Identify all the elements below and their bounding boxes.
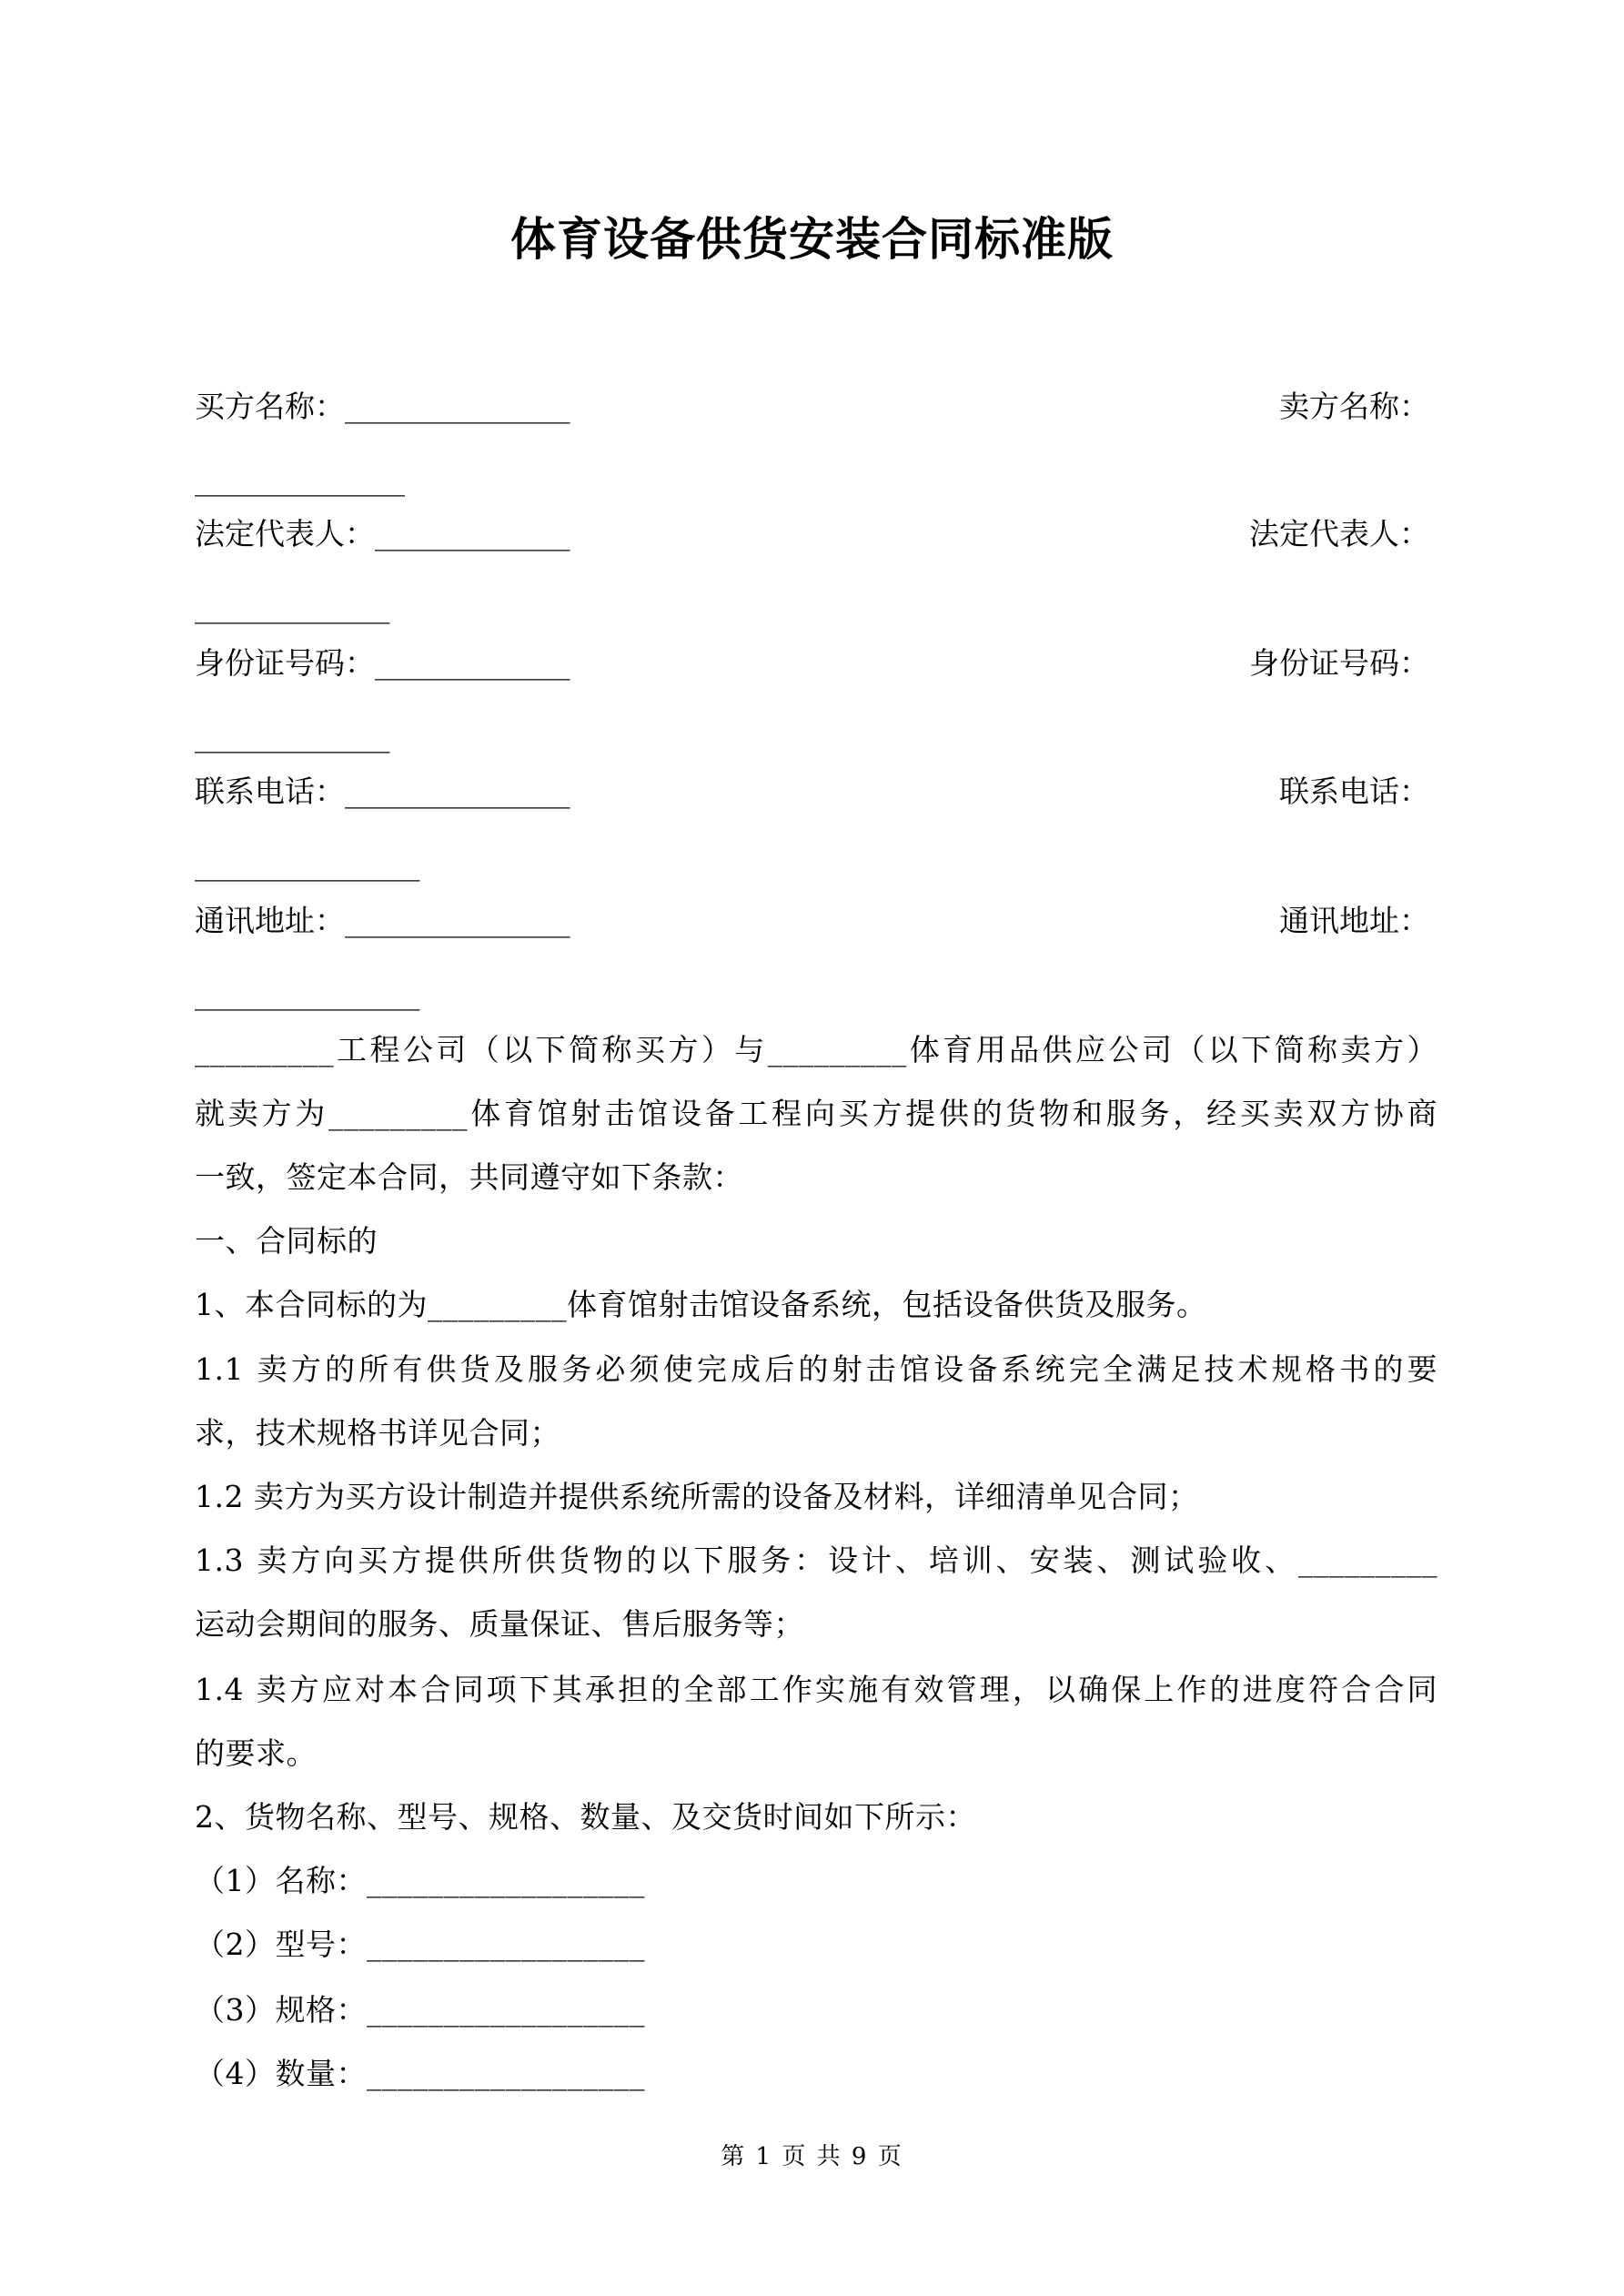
buyer-id-number-line: 身份证号码：_____________ [195, 645, 570, 681]
clause-1-1: 1.1 卖方的所有供货及服务必须使完成后的射击馆设备系统完全满足技术规格书的要 [195, 1351, 1437, 1387]
clause-1-1-cont: 求，技术规格书详见合同； [195, 1415, 560, 1451]
item-quantity-line: （4）数量：__________________ [195, 2056, 645, 2091]
document-title: 体育设备供货安装合同标准版 [510, 213, 1114, 266]
buyer-phone-line: 联系电话：_______________ [195, 774, 570, 809]
seller-phone-label: 联系电话： [1279, 774, 1429, 809]
clause-1-4-cont: 的要求。 [195, 1735, 317, 1771]
item-name-line: （1）名称：__________________ [195, 1863, 645, 1898]
clause-1-2: 1.2 卖方为买方设计制造并提供系统所需的设备及材料，详细清单见合同； [195, 1479, 1199, 1514]
clause-1-3-cont: 运动会期间的服务、质量保证、售后服务等； [195, 1606, 804, 1642]
seller-id-number-blank: _____________ [195, 718, 390, 754]
seller-name-label: 卖方名称： [1279, 389, 1429, 424]
buyer-legal-rep-line: 法定代表人：_____________ [195, 516, 570, 551]
seller-name-blank: ______________ [195, 461, 405, 497]
seller-address-label: 通讯地址： [1279, 903, 1429, 938]
clause-1-3: 1.3 卖方向买方提供所供货物的以下服务：设计、培训、安装、测试验收、_________ [195, 1542, 1437, 1578]
clause-2: 2、货物名称、型号、规格、数量、及交货时间如下所示： [195, 1799, 976, 1835]
item-model-line: （2）型号：__________________ [195, 1927, 645, 1962]
item-spec-line: （3）规格：__________________ [195, 1992, 645, 2028]
page-footer: 第 1 页 共 9 页 [721, 2143, 903, 2170]
clause-1: 1、本合同标的为_________体育馆射击馆设备系统，包括设备供货及服务。 [195, 1287, 1207, 1322]
body-line-1: _________工程公司（以下简称买方）与_________体育用品供应公司（以下简称卖方） [195, 1032, 1437, 1067]
clause-1-4: 1.4 卖方应对本合同项下其承担的全部工作实施有效管理，以确保上作的进度符合合同 [195, 1672, 1437, 1707]
seller-legal-rep-label: 法定代表人： [1249, 516, 1429, 551]
body-line-2: 就卖方为_________体育馆射击馆设备工程向买方提供的货物和服务，经买卖双方协商 [195, 1096, 1437, 1131]
buyer-address-line: 通讯地址：_______________ [195, 903, 570, 938]
seller-address-blank: _______________ [195, 976, 420, 1011]
seller-phone-blank: _______________ [195, 846, 420, 882]
seller-legal-rep-blank: _____________ [195, 589, 390, 624]
body-line-3: 一致，签定本合同，共同遵守如下条款： [195, 1159, 743, 1195]
buyer-name-line: 买方名称：_______________ [195, 389, 570, 424]
section-heading-1: 一、合同标的 [195, 1223, 378, 1259]
seller-id-number-label: 身份证号码： [1249, 645, 1429, 681]
